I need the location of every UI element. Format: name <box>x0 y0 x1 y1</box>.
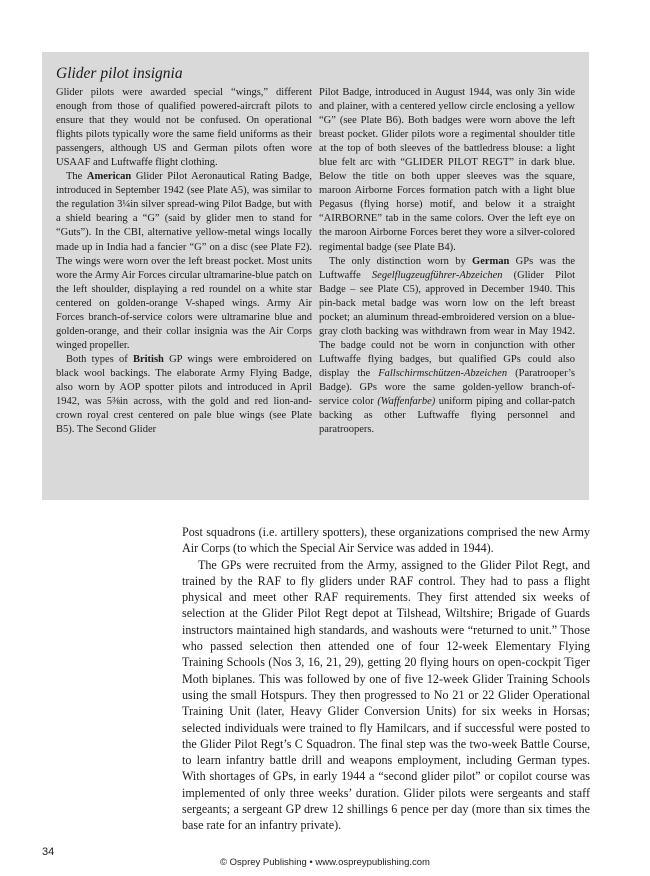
text-run: GP wings were embroidered on black wool backings. The elaborate Army Flying Badge, also worn by AOP spotter pilots and introduced in April 1942, was 5⅜in across, with the gold and red lion-and-crown royal crest centered on pale blue wings (see Plate B5). The Second Glider <box>56 353 312 436</box>
sidebar-paragraph <box>319 255 575 438</box>
sidebar-columns <box>56 86 575 437</box>
text-run: uniform piping and collar-patch backing as other Luftwaffe flying personnel and paratroopers. <box>319 396 575 436</box>
body-paragraph: The GPs were recruited from the Army, assigned to the Glider Pilot Regt, and trained by the RAF to fly gliders under RAF control. They had to pass a flight physical and meet other RAF requirements. They first attended six weeks of selection at the Glider Pilot Regt depot at Tilshead, Wiltshire; Brigade of Guards instructors maintained high standards, and washouts were “returned to unit.” Those who passed selection then attended one of four 12-week Elementary Flying Training Schools (Nos 3, 16, 21, 29), getting 20 flying hours on open-cockpit Tiger Moth biplanes. This was followed by one of five 12-week Glider Training Schools using the small Hotspurs. They then progressed to No 21 or 22 Glider Operational Training Unit (later, Heavy Glider Conversion Units) for six weeks in Horsas; selected individuals were trained to fly Hamilcars, and if successful were posted to the Glider Pilot Regt’s C Squadron. The final step was the two-week Battle Course, to learn infantry battle drill and weapons employment, including German types. With shortages of GPs, in early 1944 a “second glider pilot” or copilot course was implemented of only three weeks’ duration. Glider pilots were sergeants and staff sergeants; a sergeant GP drew 12 shillings 6 pence per day (more than six times the base rate for an infantry private). <box>182 557 590 833</box>
text-run: Glider Pilot Aeronautical Rating Badge, introduced in September 1942 (see Plate A5), was similar to the regulation 3¼in silver spread-wing Pilot Badge, but with a shield bearing a “G” (said by glider men to stand for “Guts”). In the CBI, alternative yellow-metal wings locally made up in India had a fancier “G” on a disc (see Plate F2). The wings were worn over the left breast pocket. Most units wore the Army Air Forces circular ultramarine-blue patch on the left shoulder, displaying a red roundel on a white star centered on golden-orange V-shaped wings. Army Air Forces branch-of-service colors were ultramarine blue and golden-orange, and their collar insignia was the Air Corps winged propeller. <box>56 171 312 351</box>
italic-run: Fallschirmschützen-Abzeichen <box>378 367 508 379</box>
sidebar-paragraph <box>56 353 312 437</box>
sidebar-paragraph <box>56 170 312 353</box>
sidebar-box <box>42 52 589 500</box>
text-run: The only distinction worn by <box>329 255 473 267</box>
footer-credit: © Osprey Publishing • www.ospreypublishing.com <box>220 857 430 868</box>
body-paragraph: Post squadrons (i.e. artillery spotters), these organizations comprised the new Army Air Corps (to which the Special Air Service was added in 1944). <box>182 525 590 556</box>
sidebar-left-column <box>56 86 312 437</box>
sidebar-paragraph <box>56 86 312 170</box>
text-run: The <box>66 171 87 183</box>
bold-run: American <box>86 171 132 183</box>
text-run: (Paratrooper’s Badge). GPs wore the same golden-yellow branch-of-service color <box>319 367 575 408</box>
bold-run: British <box>132 353 164 365</box>
italic-run: (Waffenfarbe) <box>377 396 436 408</box>
italic-run: Segelflugzeugführer-Abzeichen <box>371 269 503 281</box>
text-run: Glider pilots were awarded special “wings,” different enough from those of qualified powered-aircraft pilots to ensure that they would not be confused. On operational flights pilots typically wore the same field uniforms as their passengers, although US and German pilots often wore USAAF and Luftwaffe flight clothing. <box>56 87 312 169</box>
bold-run: German <box>472 255 510 267</box>
text-run: Pilot Badge, introduced in August 1944, was only 3in wide and plainer, with a centered yellow circle enclosing a yellow “G” (see Plate B6). Both badges were worn above the left breast pocket. Glider pilots wore a regimental shoulder title at the top of both sleeves of the battledress blouse: a light blue felt arc with “GLIDER PILOT REGT” in dark blue. Below the title on both upper sleeves was the square, maroon Airborne Forces formation patch with a light blue Pegasus (flying horse) motif, and below it a straight “AIRBORNE” tab in the same colors. Over the left eye on the maroon Airborne Forces beret they wore a silver-colored regimental badge (see Plate B4). <box>319 87 575 253</box>
sidebar-paragraph <box>319 86 575 255</box>
page-number: 34 <box>42 846 55 858</box>
text-run: (Glider Pilot Badge – see Plate C5), approved in December 1940. This pin-back metal badge was worn low on the left breast pocket; an aluminum thread-embroidered version on a blue-gray cloth backing was withdrawn from wear in May 1942. The badge could not be worn in conjunction with other Luftwaffe flying badges, but qualified GPs could also display the <box>319 269 575 379</box>
main-body-text <box>182 524 590 834</box>
sidebar-right-column <box>319 86 575 437</box>
sidebar-title: Glider pilot insignia <box>56 65 183 82</box>
text-run: GPs was the Luftwaffe <box>319 255 575 281</box>
text-run: Both types of <box>66 353 133 365</box>
